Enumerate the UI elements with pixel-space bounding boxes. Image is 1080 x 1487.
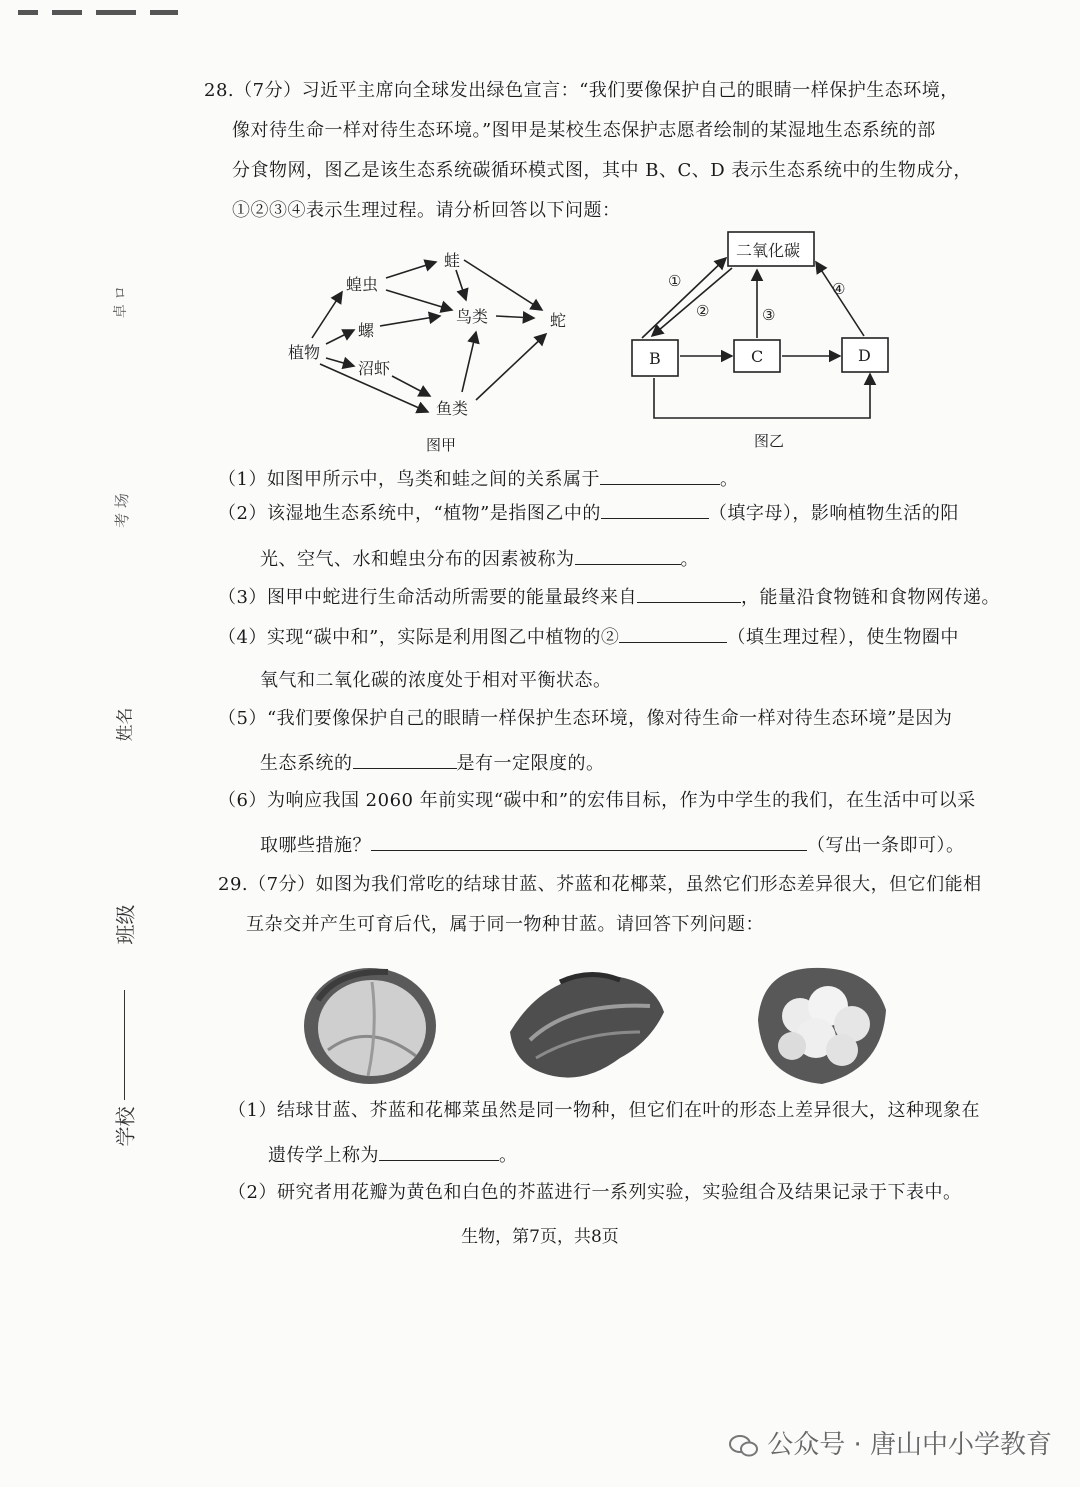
q29-sub-1-cont: 遗传学上称为 。: [268, 1142, 518, 1169]
label-process-2: ②: [696, 302, 710, 320]
label-process-1: ①: [668, 272, 682, 290]
edge-plant-shrimp: [326, 358, 354, 366]
answer-blank-1[interactable]: [600, 466, 720, 485]
arrow-d-to-co2: [816, 262, 864, 336]
q28-sub-5-cont: 生态系统的 是有一定限度的。: [260, 750, 605, 777]
side-class-label: 班级: [113, 904, 138, 945]
answer-blank-3[interactable]: [637, 584, 741, 603]
side-seat-label: 卓 ロ: [113, 285, 130, 319]
answer-blank-5[interactable]: [353, 750, 457, 769]
edge-bird-snake: [496, 316, 534, 318]
box-co2-label: 二氧化碳: [736, 241, 801, 260]
answer-blank-2b[interactable]: [575, 546, 681, 565]
box-d-label: D: [858, 346, 871, 365]
node-shrimp: 沼虾: [358, 359, 391, 378]
q28-line-2: 像对待生命一样对待生态环境。”图甲是某校生态保护志愿者绘制的某湿地生态系统的部: [232, 120, 936, 141]
edge-locust-frog: [386, 262, 436, 278]
q28-sub-5: （5）“我们要像保护自己的眼睛一样保护生态环境，像对待生命一样对待生态环境”是因为: [218, 708, 953, 729]
edge-plant-locust: [312, 292, 342, 338]
kale-image: [500, 962, 670, 1092]
q28-line-4: ①②③④表示生理过程。请分析回答以下问题：: [232, 200, 621, 221]
q28-sub-1: （1）如图甲所示中，鸟类和蛙之间的关系属于 。: [218, 466, 738, 493]
cabbage-image: [298, 960, 448, 1090]
cauliflower-image: [752, 960, 892, 1090]
edge-locust-bird: [386, 290, 452, 310]
watermark: [729, 1424, 1052, 1461]
top-print-marks: [18, 0, 198, 6]
answer-blank-4[interactable]: [619, 624, 727, 643]
node-bird: 鸟类: [456, 307, 489, 326]
edge-snail-bird: [380, 316, 440, 326]
q28-sub-6: （6）为响应我国 2060 年前实现“碳中和”的宏伟目标，作为中学生的我们，在生活中可以采: [218, 790, 976, 811]
q28-sub-6-cont: 取哪些措施？ （写出一条即可）。: [260, 832, 965, 859]
food-web-figure: [280, 238, 600, 438]
carbon-cycle-figure: [620, 222, 900, 427]
side-name-label: 姓名: [115, 707, 136, 742]
node-locust: 蝗虫: [346, 275, 379, 294]
q28-sub-2: （2）该湿地生态系统中，“植物”是指图乙中的 （填字母），影响植物生活的阳: [218, 500, 959, 527]
side-school-label: 学校: [113, 1106, 138, 1147]
edge-shrimp-fish: [392, 376, 430, 396]
edge-fish-bird: [462, 332, 476, 392]
q28-sub-4: （4）实现“碳中和”，实际是利用图乙中植物的② （填生理过程），使生物圈中: [218, 624, 959, 651]
fig-b-caption: 图乙: [754, 432, 785, 450]
arrow-b-to-co2: [642, 258, 726, 338]
edge-fish-snake: [476, 334, 546, 400]
side-exam-label: 考 场: [112, 493, 131, 528]
edge-frog-snake: [464, 260, 542, 310]
side-school-line: [124, 990, 125, 1100]
watermark-text: 公众号 · 唐山中小学教育: [767, 1430, 1052, 1460]
box-c-label: C: [751, 347, 764, 366]
q28-sub-3: （3）图甲中蛇进行生命活动所需要的能量最终来自 ，能量沿食物链和食物网传递。: [218, 584, 1000, 611]
edge-frog-bird: [456, 270, 466, 300]
node-plant: 植物: [288, 343, 321, 362]
answer-blank-6[interactable]: [371, 832, 807, 851]
node-snail: 螺: [358, 321, 375, 340]
wechat-icon: [729, 1434, 759, 1458]
node-frog: 蛙: [444, 251, 461, 270]
edge-plant-snail: [326, 330, 354, 344]
q29-line-2: 互杂交并产生可育后代，属于同一物种甘蓝。请回答下列问题：: [246, 914, 764, 935]
label-process-3: ③: [762, 306, 776, 324]
answer-blank-q29-1[interactable]: [379, 1142, 499, 1161]
fig-a-caption: 图甲: [426, 436, 457, 454]
arrow-b-to-d: [654, 374, 870, 418]
arrow-co2-to-b: [652, 268, 732, 336]
q28-sub-4-cont: 氧气和二氧化碳的浓度处于相对平衡状态。: [260, 670, 612, 691]
answer-blank-2a[interactable]: [601, 500, 709, 519]
page-footer: 生物，第7页，共8页: [461, 1227, 619, 1247]
q29-line-1: 29.（7分）如图为我们常吃的结球甘蓝、芥蓝和花椰菜，虽然它们形态差异很大，但它们能相: [218, 874, 982, 895]
node-snake: 蛇: [550, 311, 567, 330]
q29-sub-2: （2）研究者用花瓣为黄色和白色的芥蓝进行一系列实验，实验组合及结果记录于下表中。: [228, 1182, 962, 1203]
q29-sub-1: （1）结球甘蓝、芥蓝和花椰菜虽然是同一物种，但它们在叶的形态上差异很大，这种现象在: [228, 1100, 980, 1121]
node-fish: 鱼类: [436, 399, 469, 418]
q28-line-3: 分食物网，图乙是该生态系统碳循环模式图，其中 B、C、D 表示生态系统中的生物成分，: [232, 160, 972, 181]
q28-sub-2-cont: 光、空气、水和蝗虫分布的因素被称为 。: [260, 546, 699, 573]
label-process-4: ④: [832, 280, 846, 298]
q28-line-1: 28.（7分）习近平主席向全球发出绿色宣言：“我们要像保护自己的眼睛一样保护生态环境，: [204, 80, 959, 101]
box-b-label: B: [649, 349, 661, 368]
